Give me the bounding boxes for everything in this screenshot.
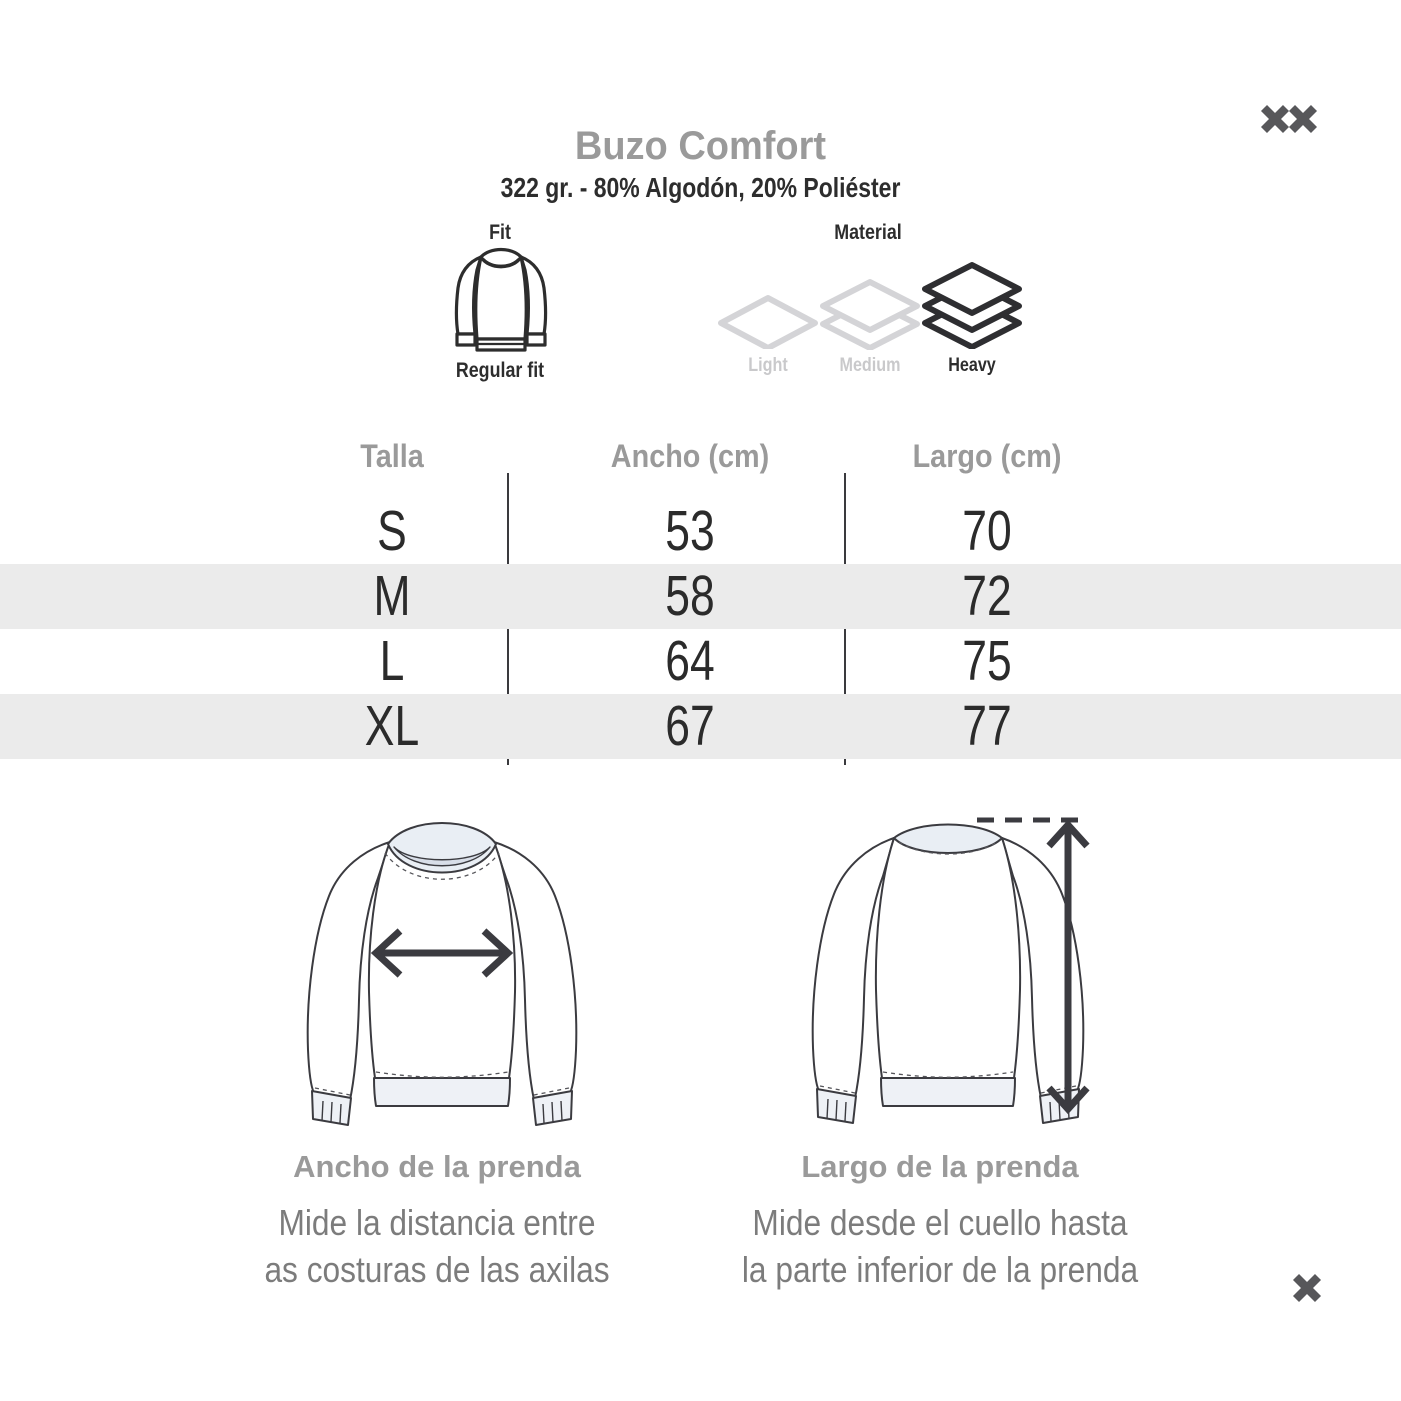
cell-largo: 77 xyxy=(962,694,1012,758)
layers-3-heavy-icon xyxy=(920,261,1024,349)
product-composition: 322 gr. - 80% Algodón, 20% Poliéster xyxy=(500,172,901,203)
cell-talla: L xyxy=(379,629,405,693)
cell-ancho: 64 xyxy=(665,629,715,693)
cell-largo: 72 xyxy=(962,564,1012,628)
length-description-line2: la parte inferior de la prenda xyxy=(741,1249,1139,1290)
cell-talla: S xyxy=(377,499,407,563)
cell-ancho: 67 xyxy=(665,694,715,758)
length-description-line1: Mide desde el cuello hasta xyxy=(752,1202,1128,1243)
width-measure-title: Ancho de la prenda xyxy=(293,1149,581,1184)
cell-talla: M xyxy=(373,564,411,628)
table-row xyxy=(0,564,1401,629)
sweatshirt-back-length-diagram xyxy=(783,792,1138,1137)
layers-2-medium-icon xyxy=(818,278,922,350)
length-measure-title: Largo de la prenda xyxy=(801,1149,1079,1184)
fit-value: Regular fit xyxy=(455,359,545,382)
cell-talla: XL xyxy=(364,694,420,758)
material-option-light: Light xyxy=(748,355,788,376)
sweatshirt-icon xyxy=(448,246,554,358)
x-mark-icon xyxy=(1292,1273,1322,1303)
width-description-line1: Mide la distancia entre xyxy=(278,1202,596,1243)
layers-1-light-icon xyxy=(716,293,820,349)
size-table xyxy=(0,499,1401,759)
fit-label: Fit xyxy=(489,221,511,244)
table-header-talla: Talla xyxy=(360,438,424,474)
cell-ancho: 58 xyxy=(665,564,715,628)
width-measure-description xyxy=(217,1199,657,1293)
cell-ancho: 53 xyxy=(665,499,715,563)
cell-largo: 75 xyxy=(962,629,1012,693)
material-label: Material xyxy=(834,221,902,244)
width-description-line2: as costuras de las axilas xyxy=(264,1249,610,1290)
length-measure-description xyxy=(720,1199,1160,1293)
table-header-largo: Largo (cm) xyxy=(912,438,1062,474)
table-row xyxy=(0,499,1401,564)
material-option-medium: Medium xyxy=(839,355,901,376)
table-row xyxy=(0,694,1401,759)
cell-largo: 70 xyxy=(962,499,1012,563)
table-row xyxy=(0,629,1401,694)
table-header-ancho: Ancho (cm) xyxy=(610,438,770,474)
product-title: Buzo Comfort xyxy=(574,124,827,168)
material-option-heavy: Heavy xyxy=(948,355,996,376)
sweatshirt-front-width-diagram xyxy=(282,792,632,1137)
